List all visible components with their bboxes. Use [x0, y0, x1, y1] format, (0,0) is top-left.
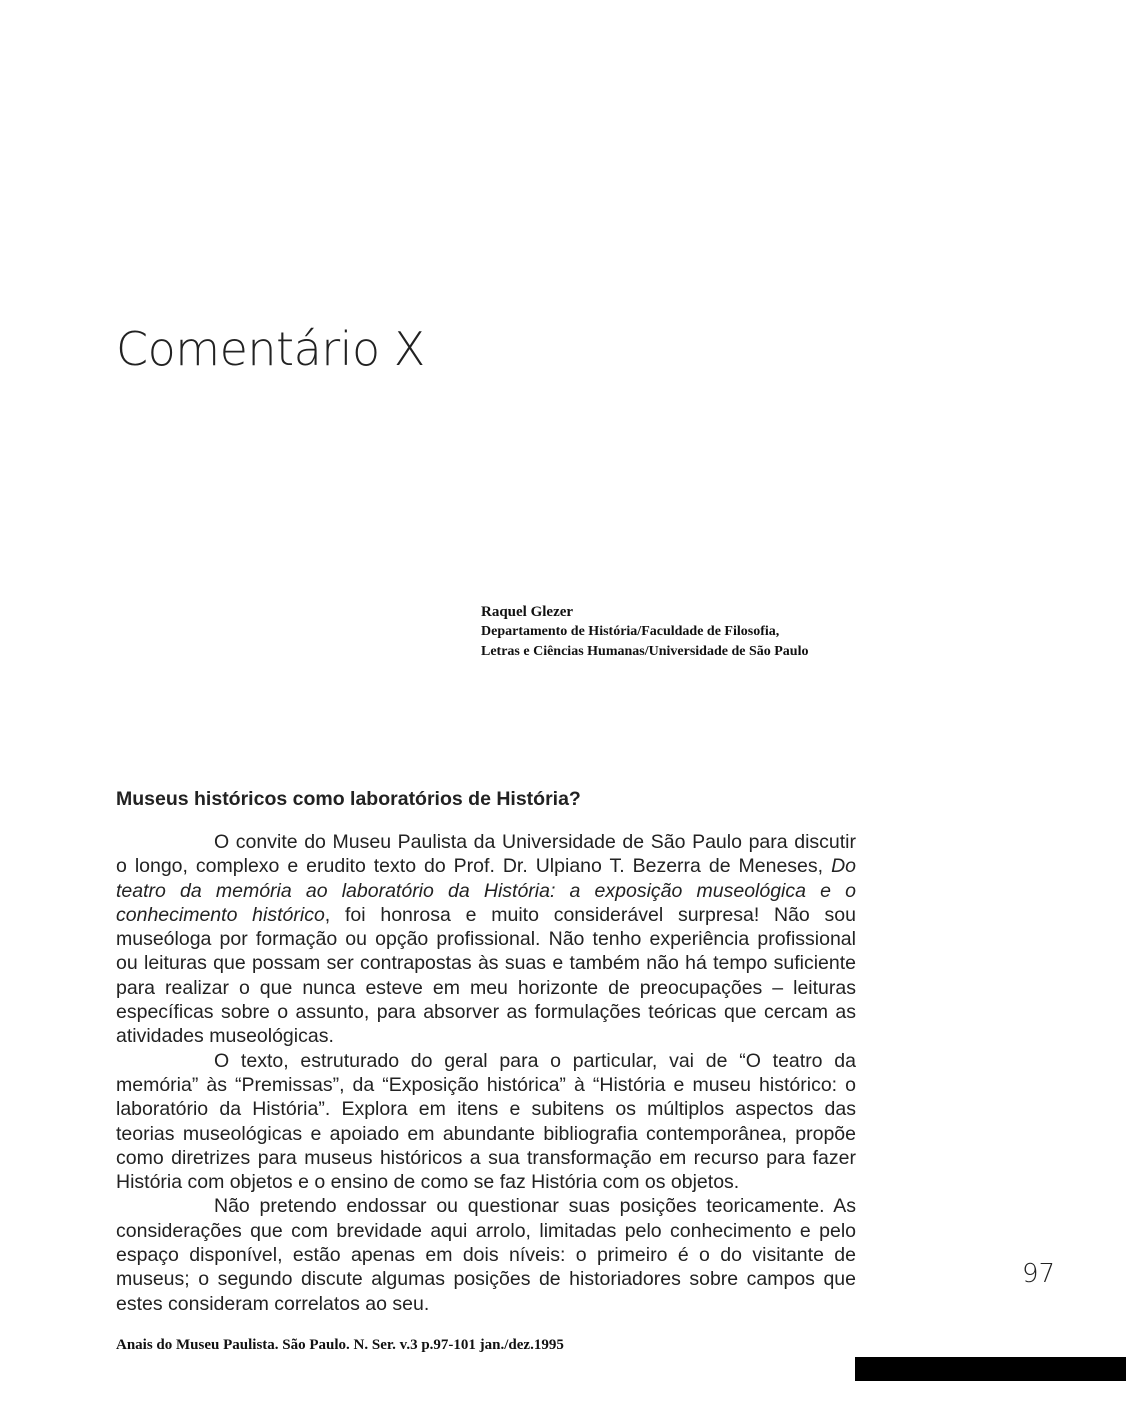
author-block — [481, 602, 808, 662]
page-number: 97 — [1022, 1259, 1056, 1289]
author-affiliation-line-1: Departamento de História/Faculdade de Filosofia, — [481, 624, 780, 639]
paragraph-1-intro: O convite do Museu Paulista da Universidade de São Paulo para discutir o longo, complexo e erudito texto do Prof. Dr. Ulpiano T. Bezerra de Meneses, — [116, 831, 856, 878]
journal-citation-footer: Anais do Museu Paulista. São Paulo. N. Ser. v.3 p.97-101 jan./dez.1995 — [116, 1337, 564, 1353]
paragraph-1 — [116, 830, 856, 1049]
author-name: Raquel Glezer — [481, 604, 574, 620]
cited-work-title: Do teatro da memória ao laboratório da História: a exposição museológica e o conhecimento histórico — [116, 855, 856, 926]
paragraph-1-rest: , foi honrosa e muito considerável surpresa! Não sou museóloga por formação ou opção profissional. Não tenho experiência profissional ou leituras que possam ser contrapostas às suas e também não há tempo suficiente para realizar o que nunca esteve em meu horizonte de preocupações – leituras específicas sobre o assunto, para absorver as formulações teóricas que cercam as atividades museológicas. — [116, 903, 856, 1048]
paragraph-3: Não pretendo endossar ou questionar suas posições teoricamente. As considerações que com brevidade aqui arrolo, limitadas pelo conhecimento e pelo espaço disponível, estão apenas em dois níveis: o primeiro é o do visitante de museus; o segundo discute algumas posições de historiadores sobre campos que estes consideram correlatos ao seu. — [116, 1195, 856, 1315]
paragraph-2: O texto, estruturado do geral para o particular, vai de “O teatro da memória” às “Premissas”, da “Exposição histórica” à “História e museu histórico: o laboratório da História”. Explora em itens e subitens os múltiplos aspectos das teorias museológicas e apoiado em abundante bibliografia contemporânea, propõe como diretrizes para museus históricos a sua transformação em recurso para fazer História com objetos e o ensino de como se faz História com os objetos. — [116, 1049, 856, 1194]
page-title: Comentário X — [116, 322, 425, 376]
footer-black-bar — [855, 1357, 1126, 1381]
body-text — [116, 830, 856, 1316]
author-affiliation-line-2: Letras e Ciências Humanas/Universidade de São Paulo — [481, 644, 809, 659]
section-subtitle: Museus históricos como laboratórios de História? — [116, 788, 581, 810]
